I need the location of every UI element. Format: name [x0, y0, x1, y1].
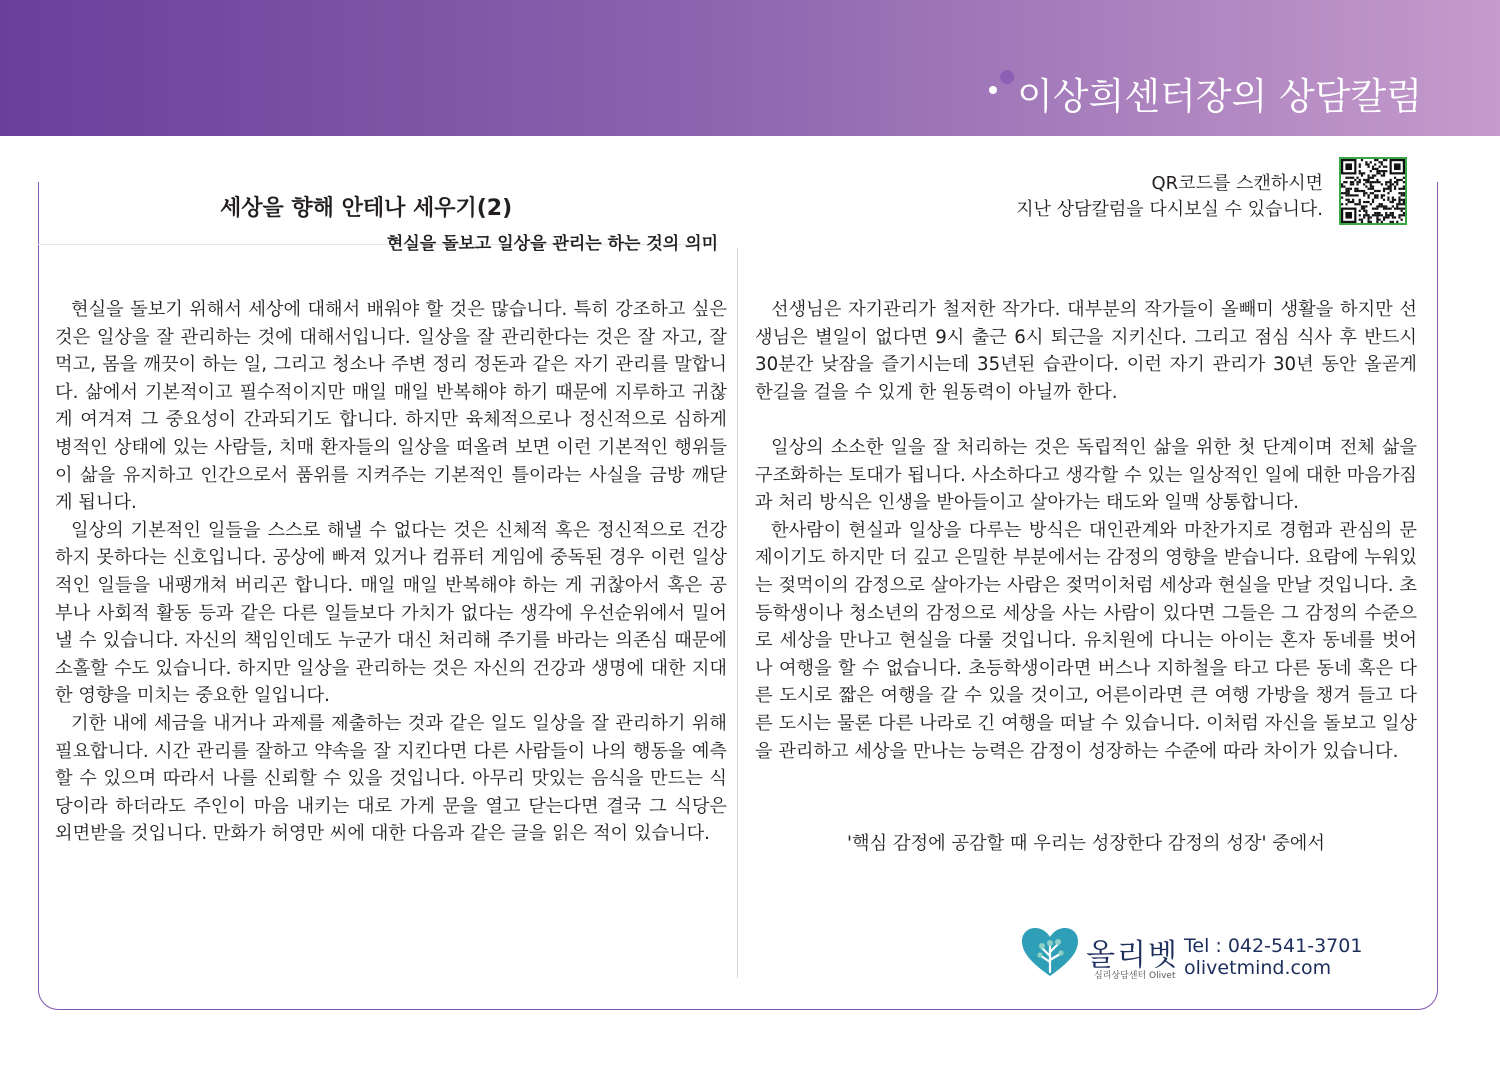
article-subtitle: 현실을 돌보고 일상을 관리는 하는 것의 의미	[386, 234, 718, 254]
paragraph: 현실을 돌보기 위해서 세상에 대해서 배워야 할 것은 많습니다. 특히 강조하고 싶은 것은 일상을 잘 관리하는 것에 대해서입니다. 일상을 잘 관리한다는 것은 잘 자고, 잘 먹고, 몸을 깨끗이 하는 일, 그리고 청소나 주변 정리 정돈과 같은 자기 관리를 말합니다. 삶에서 기본적이고 필수적이지만 매일 매일 반복해야 하기 때문에 지루하고 귀찮게 여겨져 그 중요성이 간과되기도 합니다. 하지만 육체적으로나 정신적으로 심하게 병적인 상태에 있는 사람들, 치매 환자들의 일상을 떠올려 보면 이런 기본적인 행위들이 삶을 유지하고 인간으로서 품위를 지켜주는 기본적인 틀이라는 사실을 금방 깨닫게 됩니다.	[55, 299, 727, 514]
qr-line-2: 지난 상담칼럼을 다시보실 수 있습니다.	[1016, 199, 1323, 220]
header-title-text: 이상희센터장의 상담칼럼	[1017, 75, 1422, 118]
source-quote: '핵심 감정에 공감할 때 우리는 성장한다 감정의 성장' 중에서	[847, 833, 1325, 854]
column-series-title	[1017, 66, 1422, 120]
brand-name: 올리벳	[1086, 938, 1179, 973]
brand-subtitle: 심리상담센터 Olivet	[1094, 971, 1176, 981]
contact-info	[1184, 935, 1362, 979]
column-divider	[737, 248, 738, 978]
article-title: 세상을 향해 안테나 세우기(2)	[220, 196, 513, 221]
right-column	[755, 296, 1417, 765]
qr-instructions	[1016, 171, 1323, 223]
qr-code-icon[interactable]	[1339, 157, 1407, 225]
olivet-heart-tree-logo-icon	[1020, 926, 1080, 978]
left-column	[55, 296, 727, 848]
website-link[interactable]: olivetmind.com	[1184, 957, 1332, 979]
phone-number: Tel : 042-541-3701	[1184, 935, 1363, 957]
qr-line-1: QR코드를 스캔하시면	[1151, 173, 1323, 194]
paragraph: 일상의 기본적인 일들을 스스로 해낼 수 없다는 것은 신체적 혹은 정신적으로 건강하지 못하다는 신호입니다. 공상에 빠져 있거나 컴퓨터 게임에 중독된 경우 이런 일상적인 일들을 내팽개쳐 버리곤 합니다. 매일 매일 반복해야 하는 게 귀찮아서 혹은 공부나 사회적 활동 등과 같은 다른 일들보다 가치가 없다는 생각에 우선순위에서 밀어낼 수 있습니다. 자신의 책임인데도 누군가 대신 처리해 주기를 바라는 의존심 때문에 소홀할 수도 있습니다. 하지만 일상을 관리하는 것은 자신의 건강과 생명에 대한 지대한 영향을 미치는 중요한 일입니다.	[55, 519, 727, 707]
bullet-dot-icon	[989, 86, 997, 94]
paragraph: 일상의 소소한 일을 잘 처리하는 것은 독립적인 삶을 위한 첫 단계이며 전체 삶을 구조화하는 토대가 됩니다. 사소하다고 생각할 수 있는 일상적인 일에 대한 마음가짐과 처리 방식은 인생을 받아들이고 살아가는 태도와 일맥 상통합니다.	[755, 436, 1417, 514]
bullet-circle-icon	[1000, 70, 1014, 84]
header-banner	[0, 0, 1500, 136]
paragraph: 선생님은 자기관리가 철저한 작가다. 대부분의 작가들이 올빼미 생활을 하지만 선생님은 별일이 없다면 9시 출근 6시 퇴근을 지키신다. 그리고 점심 식사 후 반드시 30분간 낮잠을 즐기시는데 35년된 습관이다. 이런 자기 관리가 30년 동안 올곧게 한길을 걸을 수 있게 한 원동력이 아닐까 한다.	[755, 299, 1417, 403]
paragraph: 기한 내에 세금을 내거나 과제를 제출하는 것과 같은 일도 일상을 잘 관리하기 위해 필요합니다. 시간 관리를 잘하고 약속을 잘 지킨다면 다른 사람들이 나의 행동을 예측할 수 있으며 따라서 나를 신뢰할 수 있을 것입니다. 아무리 맛있는 음식을 만드는 식당이라 하더라도 주인이 마음 내키는 대로 가게 문을 열고 닫는다면 결국 그 식당은 외면받을 것입니다. 만화가 허영만 씨에 대한 다음과 같은 글을 읽은 적이 있습니다.	[55, 712, 727, 845]
qr-code-pattern	[1341, 159, 1405, 223]
paragraph: 한사람이 현실과 일상을 다루는 방식은 대인관계와 마찬가지로 경험과 관심의 문제이기도 하지만 더 깊고 은밀한 부분에서는 감정의 영향을 받습니다. 요람에 누워있는 젖먹이의 감정으로 살아가는 사람은 젖먹이처럼 세상과 현실을 만날 것입니다. 초등학생이나 청소년의 감정으로 세상을 사는 사람이 있다면 그들은 그 감정의 수준으로 세상을 만나고 현실을 다룰 것입니다. 유치원에 다니는 아이는 혼자 동네를 벗어나 여행을 할 수 없습니다. 초등학생이라면 버스나 지하철을 타고 다른 동네 혹은 다른 도시로 짧은 여행을 갈 수 있을 것이고, 어른이라면 큰 여행 가방을 챙겨 들고 다른 도시는 물론 다른 나라로 긴 여행을 떠날 수 있습니다. 이처럼 자신을 돌보고 일상을 관리하고 세상을 만나는 능력은 감정이 성장하는 수준에 따라 차이가 있습니다.	[755, 519, 1417, 762]
paragraph-spacer	[755, 406, 1417, 434]
